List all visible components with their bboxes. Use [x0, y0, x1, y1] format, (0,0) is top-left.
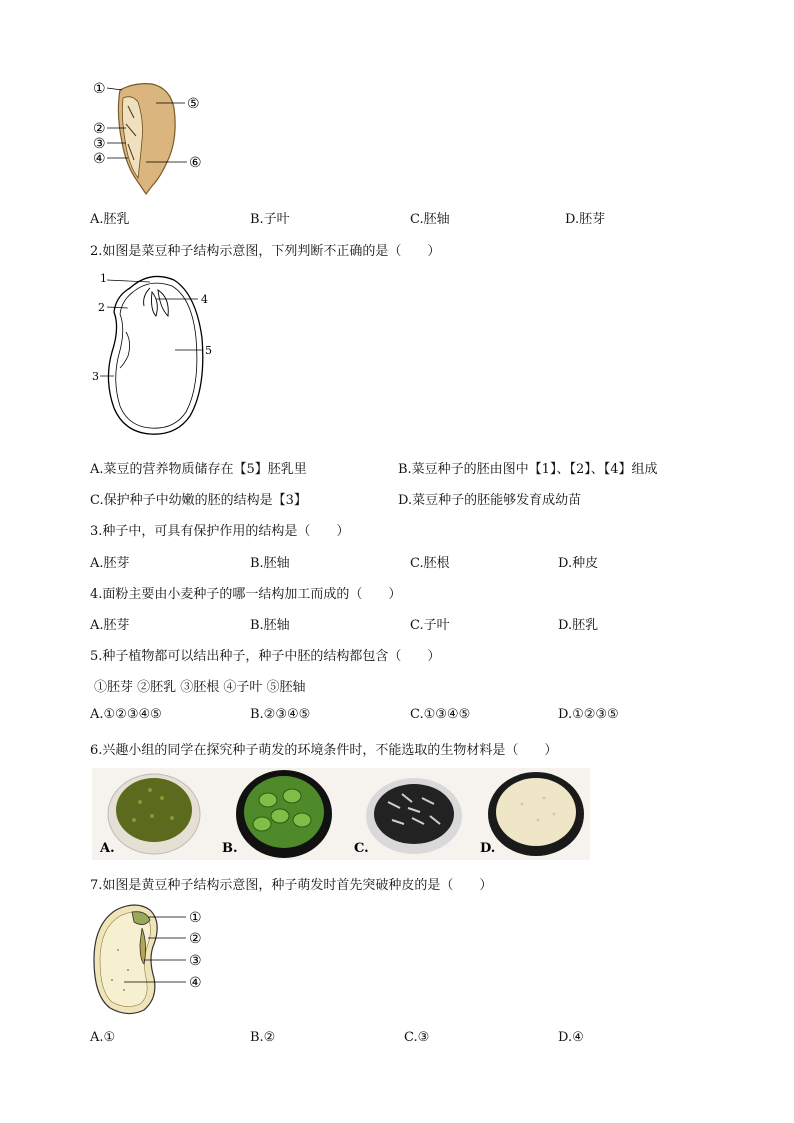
q6-stem: 6.兴趣小组的同学在探究种子萌发的环境条件时，不能选取的生物材料是（ ） — [90, 743, 558, 758]
q5-items: ①胚芽 ②胚乳 ③胚根 ④子叶 ⑤胚轴 — [94, 680, 306, 695]
corn-seed-diagram — [90, 78, 220, 198]
fig7-label-2: ② — [189, 931, 202, 947]
q7-option-c: C.③ — [404, 1030, 430, 1045]
q3-stem: 3.种子中，可具有保护作用的结构是（ ） — [90, 524, 350, 539]
q5-option-a: A.①②③④⑤ — [90, 707, 162, 722]
photo-mung-beans — [108, 774, 200, 854]
q1-option-a: A.胚乳 — [90, 212, 130, 227]
photo-rice — [488, 772, 584, 856]
q2-stem: 2.如图是菜豆种子结构示意图，下列判断不正确的是（ ） — [90, 244, 441, 259]
fig1-label-4: ④ — [93, 151, 106, 167]
fig2-label-5: 5 — [205, 344, 212, 357]
q3-option-d: D.种皮 — [558, 556, 599, 571]
fig1-label-5: ⑤ — [187, 96, 200, 112]
q4-option-d: D.胚乳 — [558, 618, 599, 633]
fig2-label-1: 1 — [100, 272, 107, 285]
q2-option-b: B.菜豆种子的胚由图中【1】、【2】、【4】组成 — [398, 462, 658, 477]
q4-option-a: A.胚芽 — [90, 618, 130, 633]
photo-label-a: A. — [100, 841, 115, 856]
q4-stem: 4.面粉主要由小麦种子的哪一结构加工而成的（ ） — [90, 587, 402, 602]
fig2-label-3: 3 — [92, 370, 99, 383]
q3-option-a: A.胚芽 — [90, 556, 130, 571]
q4-option-c: C.子叶 — [410, 618, 450, 633]
q7-option-b: B.② — [250, 1030, 276, 1045]
photo-sunflower-seeds — [366, 778, 462, 854]
fig1-label-6: ⑥ — [189, 155, 202, 171]
fig1-label-3: ③ — [93, 136, 106, 152]
q5-option-d: D.①②③⑤ — [558, 707, 619, 722]
fig7-label-3: ③ — [189, 953, 202, 969]
q3-option-c: C.胚根 — [410, 556, 450, 571]
photo-label-b: B. — [222, 841, 238, 856]
q2-option-c: C.保护种子中幼嫩的胚的结构是【3】 — [90, 493, 307, 508]
q7-option-a: A.① — [90, 1030, 116, 1045]
photo-label-c: C. — [354, 841, 369, 856]
q4-option-b: B.胚轴 — [250, 618, 290, 633]
q5-option-b: B.②③④⑤ — [250, 707, 311, 722]
seed-photos — [92, 768, 590, 860]
q1-option-d: D.胚芽 — [565, 212, 606, 227]
q5-option-c: C.①③④⑤ — [410, 707, 471, 722]
fig1-label-2: ② — [93, 121, 106, 137]
fig7-label-1: ① — [189, 910, 202, 926]
fig2-label-2: 2 — [98, 301, 105, 314]
q7-stem: 7.如图是黄豆种子结构示意图，种子萌发时首先突破种皮的是（ ） — [90, 878, 493, 893]
fig2-label-4: 4 — [201, 293, 208, 306]
bean-seed-diagram — [90, 268, 230, 440]
q5-stem: 5.种子植物都可以结出种子，种子中胚的结构都包含（ ） — [90, 649, 441, 664]
photo-label-d: D. — [480, 841, 496, 856]
q7-option-d: D.④ — [558, 1030, 584, 1045]
soybean-seed-diagram — [88, 900, 218, 1018]
fig1-label-1: ① — [93, 81, 106, 97]
q3-option-b: B.胚轴 — [250, 556, 290, 571]
q1-option-c: C.胚轴 — [410, 212, 450, 227]
photo-broad-beans — [236, 770, 332, 858]
q1-option-b: B.子叶 — [250, 212, 290, 227]
q2-option-a: A.菜豆的营养物质储存在【5】胚乳里 — [90, 462, 307, 477]
fig7-label-4: ④ — [189, 975, 202, 991]
q2-option-d: D.菜豆种子的胚能够发育成幼苗 — [398, 493, 582, 508]
